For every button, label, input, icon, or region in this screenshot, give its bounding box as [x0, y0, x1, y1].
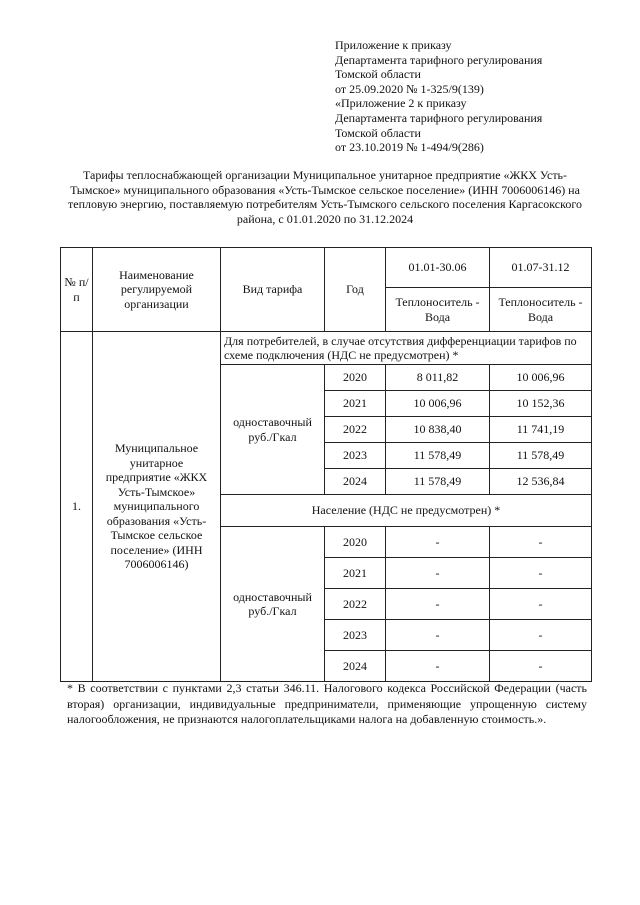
appendix-line: от 23.10.2019 № 1-494/9(286)	[335, 140, 484, 155]
year-cell: 2020	[325, 365, 386, 391]
appendix-line: «Приложение 2 к приказу	[335, 96, 467, 111]
value-cell: 11 741,19	[490, 417, 592, 443]
value-cell: -	[386, 589, 490, 620]
value-cell: 12 536,84	[490, 469, 592, 495]
section-consumers-label: Для потребителей, в случае отсутствия дифференциации тарифов по схеме подключения (НДС не предусмотрен) *	[221, 332, 592, 365]
appendix-line: Департамента тарифного регулирования	[335, 52, 543, 67]
appendix-line: Томской области	[335, 125, 421, 140]
appendix-line: Приложение к приказу	[335, 38, 452, 52]
year-cell: 2022	[325, 417, 386, 443]
document-title: Тарифы теплоснабжающей организации Муниципальное унитарное предприятие «ЖКХ Усть-Тымское» муниципального образования «Усть-Тымское сельское поселение» (ИНН 7006006146) на тепловую энергию, поставляемую потребителям Усть-Тымского сельского поселения Каргасокского района, с 01.01.2020 по 31.12.2024	[68, 168, 582, 226]
footnote: * В соответствии с пунктами 2,3 статьи 346.11. Налогового кодекса Российской Федерации (часть вторая) организации, индивидуальные предприниматели, применяющие упрощенную систему налогообложения, не признаются налогоплательщиками налога на добавленную стоимость.».	[67, 681, 587, 726]
header-tariff-type: Вид тарифа	[221, 248, 325, 332]
year-cell: 2021	[325, 391, 386, 417]
year-cell: 2024	[325, 469, 386, 495]
value-cell: -	[490, 558, 592, 589]
value-cell: -	[386, 558, 490, 589]
value-cell: 11 578,49	[386, 469, 490, 495]
year-cell: 2023	[325, 620, 386, 651]
value-cell: -	[386, 651, 490, 682]
year-cell: 2024	[325, 651, 386, 682]
tariff-table	[60, 247, 592, 682]
value-cell: 10 838,40	[386, 417, 490, 443]
value-cell: -	[386, 620, 490, 651]
value-cell: -	[490, 620, 592, 651]
header-carrier-2: Теплоноситель - Вода	[490, 288, 592, 332]
appendix-line: Департамента тарифного регулирования	[335, 110, 543, 125]
tariff-type-cell: одноставочный руб./Гкал	[221, 527, 325, 682]
value-cell: -	[490, 651, 592, 682]
tariff-type-cell: одноставочный руб./Гкал	[221, 365, 325, 495]
appendix-line: Томской области	[335, 67, 421, 82]
header-year: Год	[325, 248, 386, 332]
header-period-2: 01.07-31.12	[490, 248, 592, 288]
value-cell: 10 152,36	[490, 391, 592, 417]
value-cell: 11 578,49	[386, 443, 490, 469]
value-cell: 10 006,96	[490, 365, 592, 391]
value-cell: -	[490, 527, 592, 558]
year-cell: 2021	[325, 558, 386, 589]
appendix-line: от 25.09.2020 № 1-325/9(139)	[335, 81, 484, 96]
year-cell: 2020	[325, 527, 386, 558]
value-cell: 11 578,49	[490, 443, 592, 469]
header-period-1: 01.01-30.06	[386, 248, 490, 288]
value-cell: 8 011,82	[386, 365, 490, 391]
row-number: 1.	[61, 332, 93, 682]
appendix-header	[335, 38, 625, 155]
year-cell: 2023	[325, 443, 386, 469]
header-carrier-1: Теплоноситель - Вода	[386, 288, 490, 332]
org-name: Муниципальное унитарное предприятие «ЖКХ Усть-Тымское» муниципального образования «Усть-Тымское сельское поселение» (ИНН 7006006146)	[93, 332, 221, 682]
header-org: Наименование регулируемой организации	[93, 248, 221, 332]
header-num: № п/п	[61, 248, 93, 332]
value-cell: -	[490, 589, 592, 620]
value-cell: -	[386, 527, 490, 558]
year-cell: 2022	[325, 589, 386, 620]
section-population-label: Население (НДС не предусмотрен) *	[221, 495, 592, 527]
value-cell: 10 006,96	[386, 391, 490, 417]
